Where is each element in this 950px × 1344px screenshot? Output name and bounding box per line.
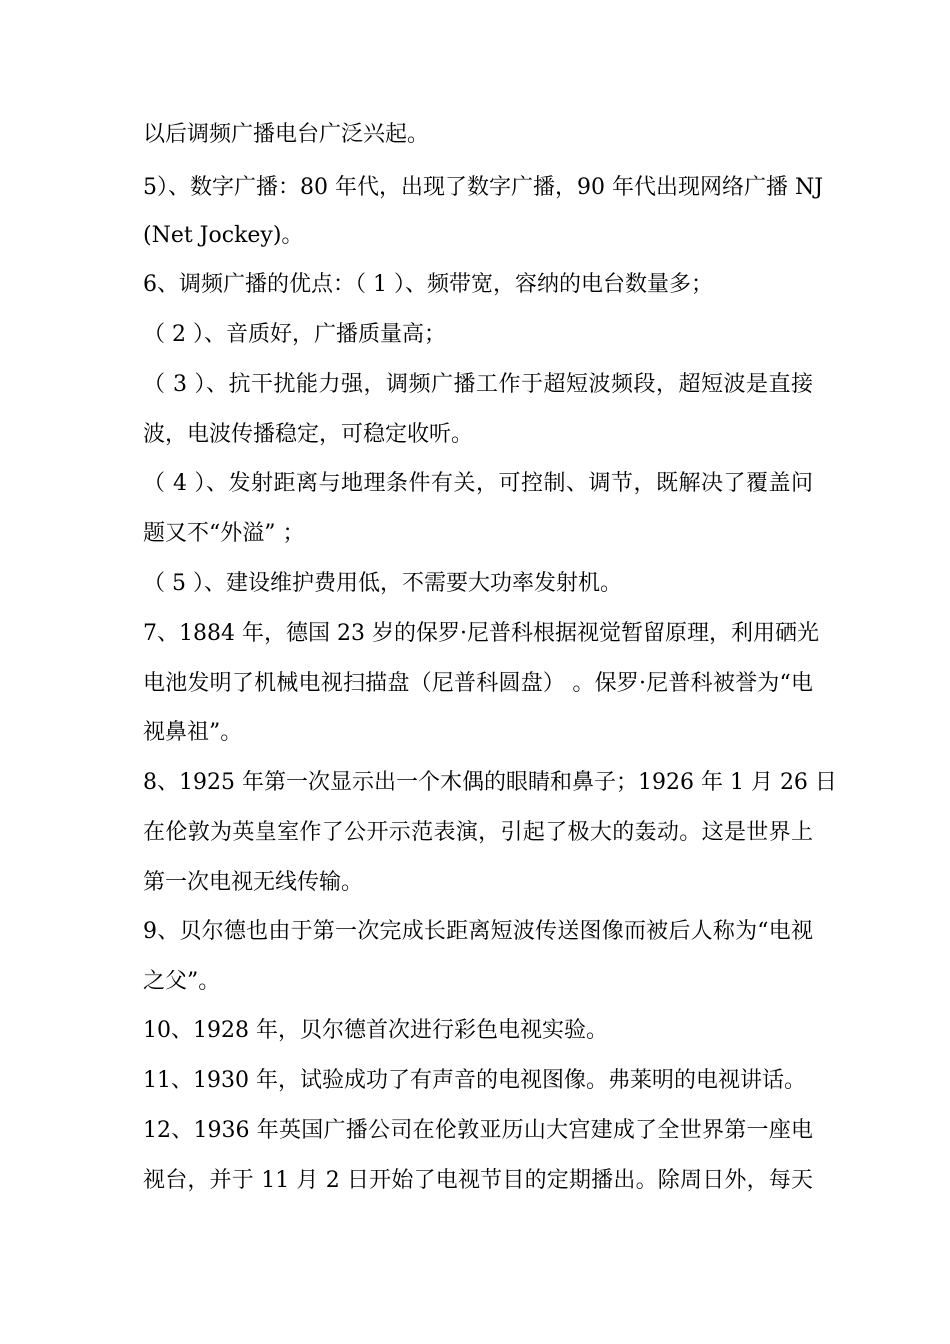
text-line: 5）、数字广播：80 年代，出现了数字广播，90 年代出现网络广播 NJ xyxy=(143,175,824,200)
text-line: 11、1930 年，试验成功了有声音的电视图像。弗莱明的电视讲话。 xyxy=(143,1068,806,1093)
text-line: 8、1925 年第一次显示出一个木偶的眼睛和鼻子；1926 年 1 月 26 日 xyxy=(143,770,837,795)
text-line: 视鼻祖”。 xyxy=(143,720,243,745)
text-line: 10、1928 年，贝尔德首次进行彩色电视实验。 xyxy=(143,1018,608,1043)
text-line: 在伦敦为英皇室作了公开示范表演，引起了极大的轰动。这是世界上 xyxy=(143,820,813,845)
text-line: 电池发明了机械电视扫描盘（尼普科圆盘） 。保罗·尼普科被誉为“电 xyxy=(143,671,813,696)
text-line: 第一次电视无线传输。 xyxy=(143,870,364,895)
text-line: （ 2 ）、音质好，广播质量高； xyxy=(143,322,446,347)
text-line: 9、贝尔德也由于第一次完成长距离短波传送图像而被后人称为“电视 xyxy=(143,919,813,944)
text-line: （ 4 ）、发射距离与地理条件有关，可控制、调节，既解决了覆盖问 xyxy=(143,471,813,496)
text-line: 6、调频广播的优点：（ 1 ）、频带宽，容纳的电台数量多； xyxy=(143,272,713,297)
text-line: 7、1884 年，德国 23 岁的保罗·尼普科根据视觉暂留原理，利用硒光 xyxy=(143,621,819,646)
text-line: 题又不“外溢” ； xyxy=(143,521,305,546)
text-line: 波，电波传播稳定，可稳定收听。 xyxy=(143,422,474,447)
text-line: 以后调频广播电台广泛兴起。 xyxy=(143,122,430,147)
text-line: 视台，并于 11 月 2 日开始了电视节目的定期播出。除周日外，每天 xyxy=(143,1168,813,1193)
text-line: （ 3 ）、抗干扰能力强，调频广播工作于超短波频段，超短波是直接 xyxy=(143,372,813,397)
text-line: (Net Jockey)。 xyxy=(143,223,304,248)
text-line: 12、1936 年英国广播公司在伦敦亚历山大宫建成了全世界第一座电 xyxy=(143,1118,813,1143)
text-line: （ 5 ）、建设维护费用低，不需要大功率发射机。 xyxy=(143,571,622,596)
text-line: 之父”。 xyxy=(143,969,221,994)
